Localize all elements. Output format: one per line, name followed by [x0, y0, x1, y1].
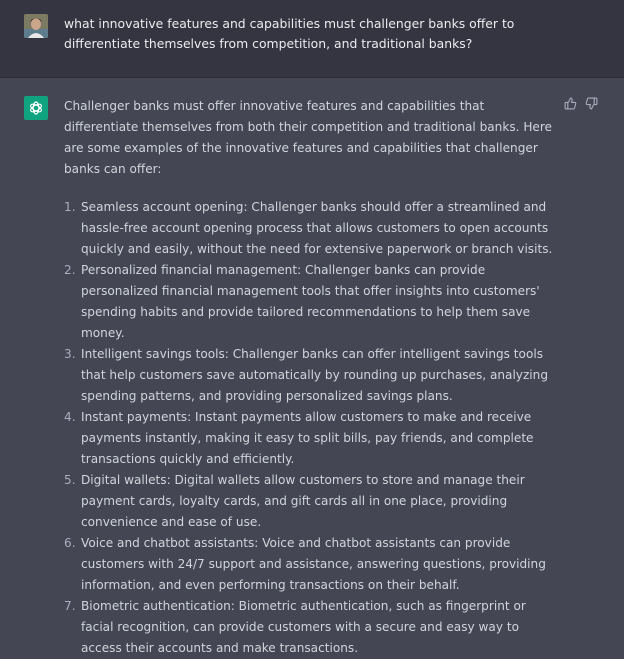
list-item-number: 2. [64, 263, 76, 277]
list-item-number: 1. [64, 200, 76, 214]
feedback-buttons [563, 96, 598, 110]
list-item [64, 407, 556, 470]
user-message-row [0, 0, 624, 78]
list-item [64, 596, 556, 659]
assistant-message-row [0, 78, 624, 655]
list-item-number: 6. [64, 536, 76, 550]
list-item-text: Seamless account opening: Challenger banks should offer a streamlined and hassle-free account opening process that allows customers to open accounts quickly and easily, without the need for extensive paperwork or branch visits. [81, 200, 553, 256]
user-message-text: what innovative features and capabilities must challenger banks offer to differentiate themselves from competition, and traditional banks? [64, 16, 515, 51]
list-item-number: 3. [64, 347, 76, 361]
assistant-message-text [64, 96, 556, 659]
openai-logo-icon [28, 100, 44, 116]
list-item-text: Personalized financial management: Challenger banks can provide personalized financial management tools that offer insights into customers' spending habits and provide tailored recommendations to help them save money. [81, 263, 540, 340]
user-avatar-photo-icon [24, 14, 48, 38]
list-item [64, 344, 556, 407]
user-avatar [24, 14, 48, 38]
assistant-intro: Challenger banks must offer innovative features and capabilities that differentiate themselves from both their competition and traditional banks. Here are some examples of the innovative features and capabilities that challenger banks can offer: [64, 99, 552, 176]
thumbs-down-button[interactable] [584, 96, 598, 110]
list-item-number: 5. [64, 473, 76, 487]
list-item [64, 260, 556, 344]
list-item-number: 4. [64, 410, 76, 424]
list-item-number: 7. [64, 599, 76, 613]
list-item-text: Biometric authentication: Biometric authentication, such as fingerprint or facial recognition, can provide customers with a secure and easy way to access their accounts and make transactions. [81, 599, 526, 655]
list-item-text: Voice and chatbot assistants: Voice and chatbot assistants can provide customers with 24/7 support and assistance, answering questions, providing information, and even performing transactions on their behalf. [81, 536, 546, 592]
list-item [64, 470, 556, 533]
list-item [64, 197, 556, 260]
list-item-text: Digital wallets: Digital wallets allow customers to store and manage their payment cards, loyalty cards, and gift cards all in one place, providing convenience and ease of use. [81, 473, 525, 529]
assistant-avatar [24, 96, 48, 120]
thumbs-up-button[interactable] [563, 96, 577, 110]
thumbs-down-icon [585, 97, 598, 110]
list-item-text: Instant payments: Instant payments allow customers to make and receive payments instantly, making it easy to split bills, pay friends, and complete transactions quickly and efficiently. [81, 410, 534, 466]
feature-list [64, 197, 556, 659]
list-item [64, 533, 556, 596]
list-item-text: Intelligent savings tools: Challenger banks can offer intelligent savings tools that help customers save automatically by rounding up purchases, analyzing spending patterns, and providing personalized savings plans. [81, 347, 549, 403]
thumbs-up-icon [564, 97, 577, 110]
